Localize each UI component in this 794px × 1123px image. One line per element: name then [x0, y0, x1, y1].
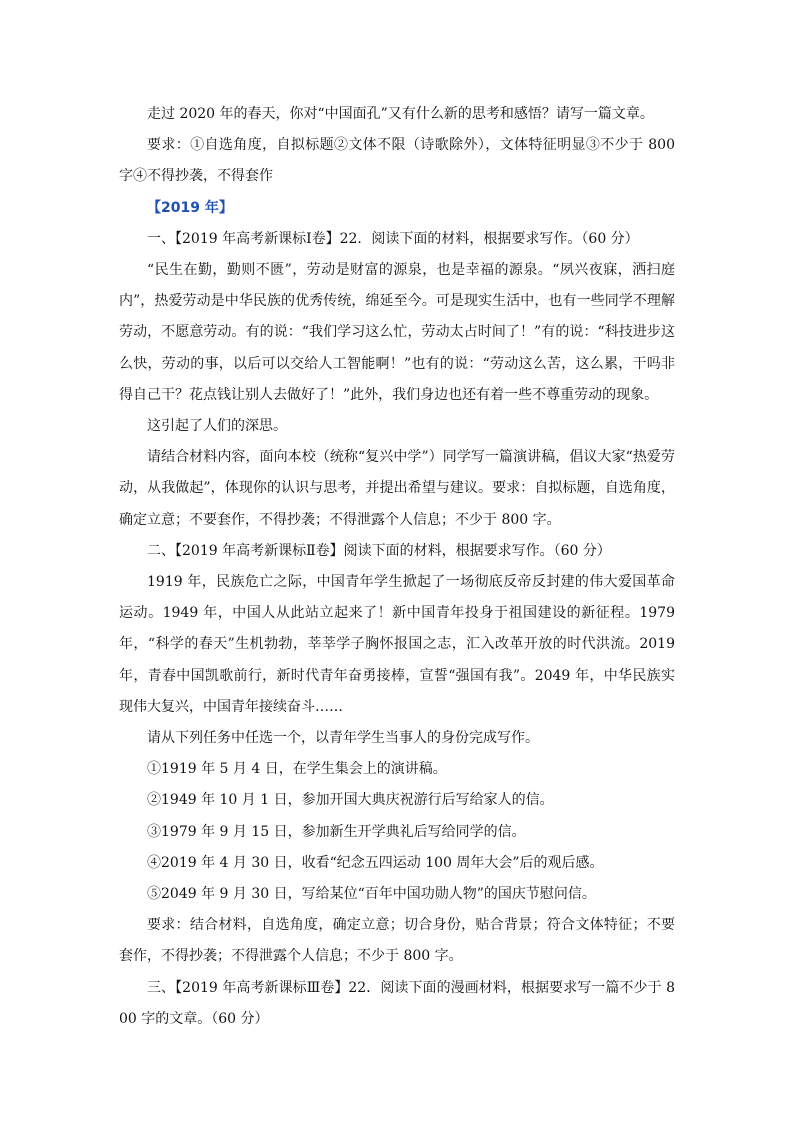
- question-1-title: 一、【2019 年高考新课标Ⅰ卷】22．阅读下面的材料，根据要求写作。（60 分）: [147, 230, 639, 247]
- question-3-title: 三、【2019 年高考新课标Ⅲ卷】22．阅读下面的漫画材料，根据要求写一篇不少于 800 字的文章。（60 分）: [119, 979, 675, 1027]
- question-2-material: 1919 年，民族危亡之际，中国青年学生掀起了一场彻底反帝反封建的伟大爱国革命运动。1949 年，中国人从此站立起来了！新中国青年投身于祖国建设的新征程。1979 年，“科学的春天”生机勃勃，莘莘学子胸怀报国之志，汇入改革开放的时代洪流。2019 年，青春中国凯歌前行，新时代青年奋勇接棒，宣誓“强国有我”。2049 年，中华民族实现伟大复兴，中国青年接续奋斗……: [119, 574, 675, 715]
- question-2-option: ①1919 年 5 月 4 日，在学生集会上的演讲稿。: [147, 761, 447, 778]
- section-heading-2019: 【2019 年】: [147, 199, 233, 216]
- question-1-reflection: 这引起了人们的深思。: [147, 418, 287, 435]
- question-2-title: 二、【2019 年高考新课标Ⅱ卷】阅读下面的材料，根据要求写作。（60 分）: [147, 542, 611, 559]
- question-1-material: “民生在勤，勤则不匮”，劳动是财富的源泉，也是幸福的源泉。“夙兴夜寐，洒扫庭内”，热爱劳动是中华民族的优秀传统，绵延至今。可是现实生活中，也有一些同学不理解劳动，不愿意劳动。有的说：“我们学习这么忙，劳动太占时间了！”有的说：“科技进步这么快，劳动的事，以后可以交给人工智能啊！”也有的说：“劳动这么苦，这么累，干吗非得自己干？花点钱让别人去做好了！”此外，我们身边也还有着一些不尊重劳动的现象。: [119, 262, 675, 403]
- question-2-option: ④2019 年 4 月 30 日，收看“纪念五四运动 100 周年大会”后的观后感。: [147, 854, 604, 871]
- intro-prompt: 走过 2020 年的春天，你对“中国面孔”又有什么新的思考和感悟？请写一篇文章。: [147, 106, 654, 122]
- question-1-task: 请结合材料内容，面向本校（统称“复兴中学”）同学写一篇演讲稿，倡议大家“热爱劳动，从我做起”，体现你的认识与思考，并提出希望与建议。要求：自拟标题，自选角度，确定立意；不要套作，不得抄袭；不得泄露个人信息；不少于 800 字。: [119, 449, 675, 528]
- intro-requirement: 要求：①自选角度，自拟标题②文体不限（诗歌除外），文体特征明显③不少于 800 字④不得抄袭，不得套作: [119, 137, 675, 185]
- question-2-instruction: 请从下列任务中任选一个，以青年学生当事人的身份完成写作。: [147, 730, 539, 747]
- question-2-option: ⑤2049 年 9 月 30 日，写给某位“百年中国功勋人物”的国庆节慰问信。: [147, 886, 596, 903]
- document-body: [119, 99, 675, 1035]
- question-2-option: ③1979 年 9 月 15 日，参加新生开学典礼后写给同学的信。: [147, 823, 526, 840]
- question-2-requirement: 要求：结合材料，自选角度，确定立意；切合身份，贴合背景；符合文体特征；不要套作，不得抄袭；不得泄露个人信息；不少于 800 字。: [119, 917, 675, 965]
- question-2-option: ②1949 年 10 月 1 日，参加开国大典庆祝游行后写给家人的信。: [147, 792, 554, 809]
